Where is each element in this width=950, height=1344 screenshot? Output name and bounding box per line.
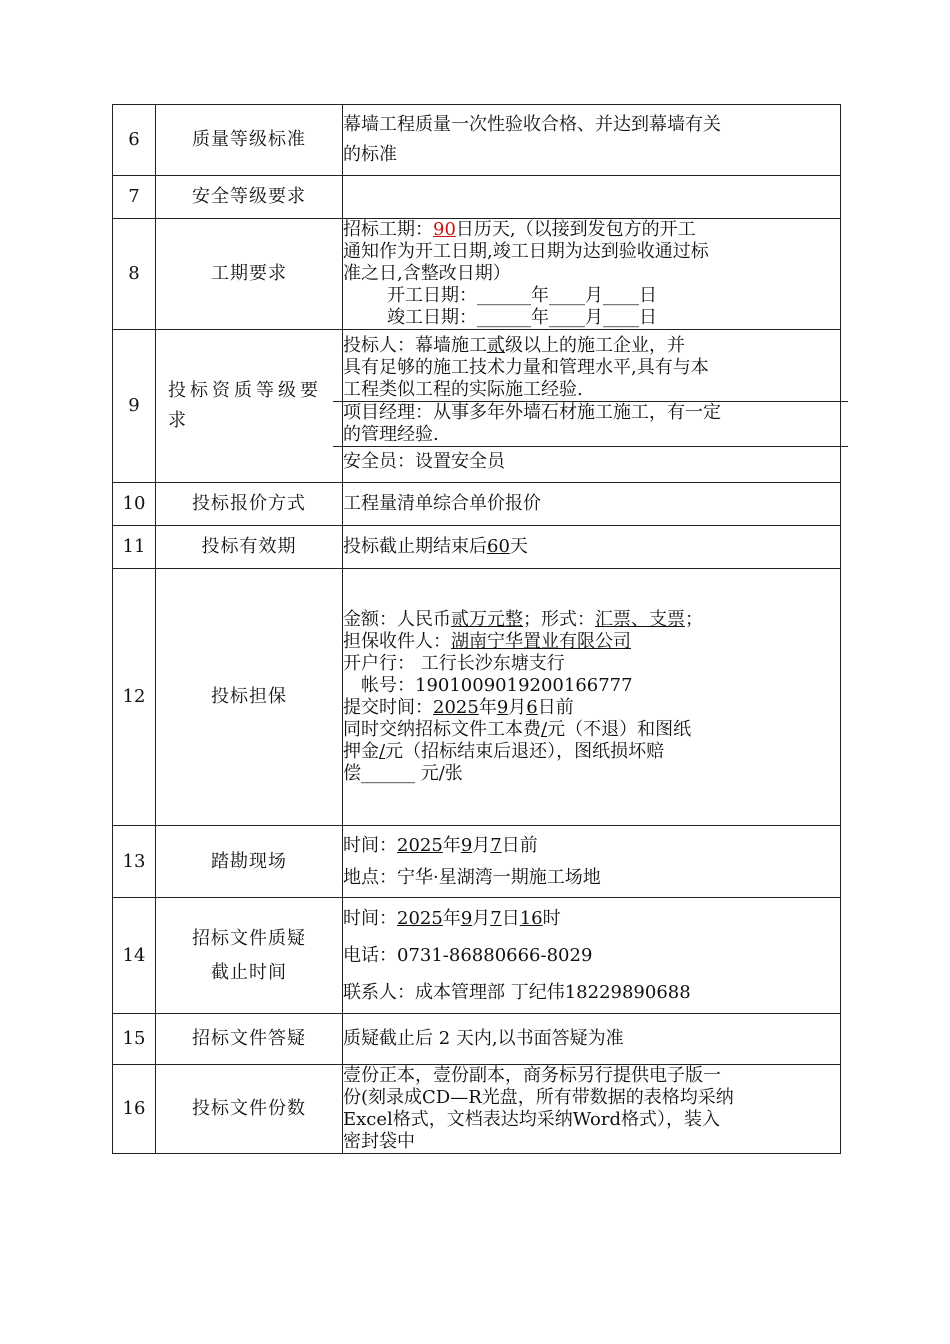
row-content: 工程量清单综合单价报价: [343, 483, 841, 526]
tender-info-table: [112, 104, 841, 1154]
safety-officer-cell: 安全员：设置安全员: [333, 446, 848, 477]
row-number: 8: [113, 219, 156, 330]
table-row: [113, 1014, 841, 1065]
row-number: 14: [113, 898, 156, 1014]
row-content: 壹份正本，壹份副本，商务标另行提供电子版一 份(刻录成CD—R光盘，所有带数据的表格均采纳 Excel格式，文档表达均采纳Word格式），装入 密封袋中: [343, 1065, 841, 1154]
row-number: 15: [113, 1014, 156, 1065]
row-label: 投标有效期: [156, 526, 343, 569]
table-row: [113, 330, 841, 483]
guarantee-amount: 贰万元整: [451, 609, 523, 630]
row-label: 质量等级标准: [156, 105, 343, 176]
row-number: 12: [113, 569, 156, 826]
row-label: 招标文件答疑: [156, 1014, 343, 1065]
row-label: 招标文件质疑 截止时间: [156, 898, 343, 1014]
table-row: [113, 176, 841, 219]
row-label: 工期要求: [156, 219, 343, 330]
guarantee-form: 汇票、支票: [595, 609, 685, 630]
row-number: 13: [113, 826, 156, 898]
row-number: 9: [113, 330, 156, 483]
row-content: 质疑截止后 2 天内,以书面答疑为准: [343, 1014, 841, 1065]
tender-period-value: 90: [433, 219, 456, 240]
row-content: 时间：2025年9月7日16时 电话：0731-86880666-8029 联系人：成本管理部 丁纪伟18229890688: [343, 898, 841, 1014]
row-content: [343, 176, 841, 219]
guarantee-payee: 湖南宁华置业有限公司: [451, 631, 631, 652]
table-row: [113, 826, 841, 898]
row-label: 投标资质等级要求: [156, 330, 343, 483]
row-content: 招标工期：90日历天,（以接到发包方的开工 通知作为开工日期,竣工日期为达到验收通过标 准之日,含整改日期） 开工日期：______年____月____日 竣工日期：______年____月____日: [343, 219, 841, 330]
project-manager-cell: 项目经理：从事多年外墙石材施工施工，有一定 的管理经验.: [333, 401, 848, 446]
table-row: [113, 219, 841, 330]
row-number: 11: [113, 526, 156, 569]
row-label: 投标文件份数: [156, 1065, 343, 1154]
row-content: 时间：2025年9月7日前 地点：宁华·星湖湾一期施工场地: [343, 826, 841, 898]
table-row: [113, 105, 841, 176]
table-row: [113, 526, 841, 569]
table-row: [113, 898, 841, 1014]
table-row: [113, 483, 841, 526]
row-content: 投标人：幕墙施工贰级以上的施工企业，并 具有足够的施工技术力量和管理水平,具有与本 工程类似工程的实际施工经验. 项目经理：从事多年外墙石材施工施工，有一定 的管理经验. 安全员：设置安全员: [343, 330, 841, 483]
row-content: 幕墙工程质量一次性验收合格、并达到幕墙有关 的标准: [343, 105, 841, 176]
row-label: 踏勘现场: [156, 826, 343, 898]
validity-days: 60: [487, 536, 510, 557]
row-label: 安全等级要求: [156, 176, 343, 219]
row-content: 金额：人民币贰万元整；形式：汇票、支票； 担保收件人：湖南宁华置业有限公司 开户行： 工行长沙东塘支行 帐号：1901009019200166777 提交时间：2025年9月6日前 同时交纳招标文件工本费/元（不退）和图纸 押金/元（招标结束后退还），图纸损坏赔 偿______ 元/张: [343, 569, 841, 826]
row-number: 10: [113, 483, 156, 526]
row-number: 16: [113, 1065, 156, 1154]
qualification-grade: 贰: [487, 335, 505, 356]
row-content: 投标截止期结束后60天: [343, 526, 841, 569]
table-row: [113, 1065, 841, 1154]
row-number: 7: [113, 176, 156, 219]
row-number: 6: [113, 105, 156, 176]
row-label: 投标担保: [156, 569, 343, 826]
row-label: 投标报价方式: [156, 483, 343, 526]
table-row: [113, 569, 841, 826]
